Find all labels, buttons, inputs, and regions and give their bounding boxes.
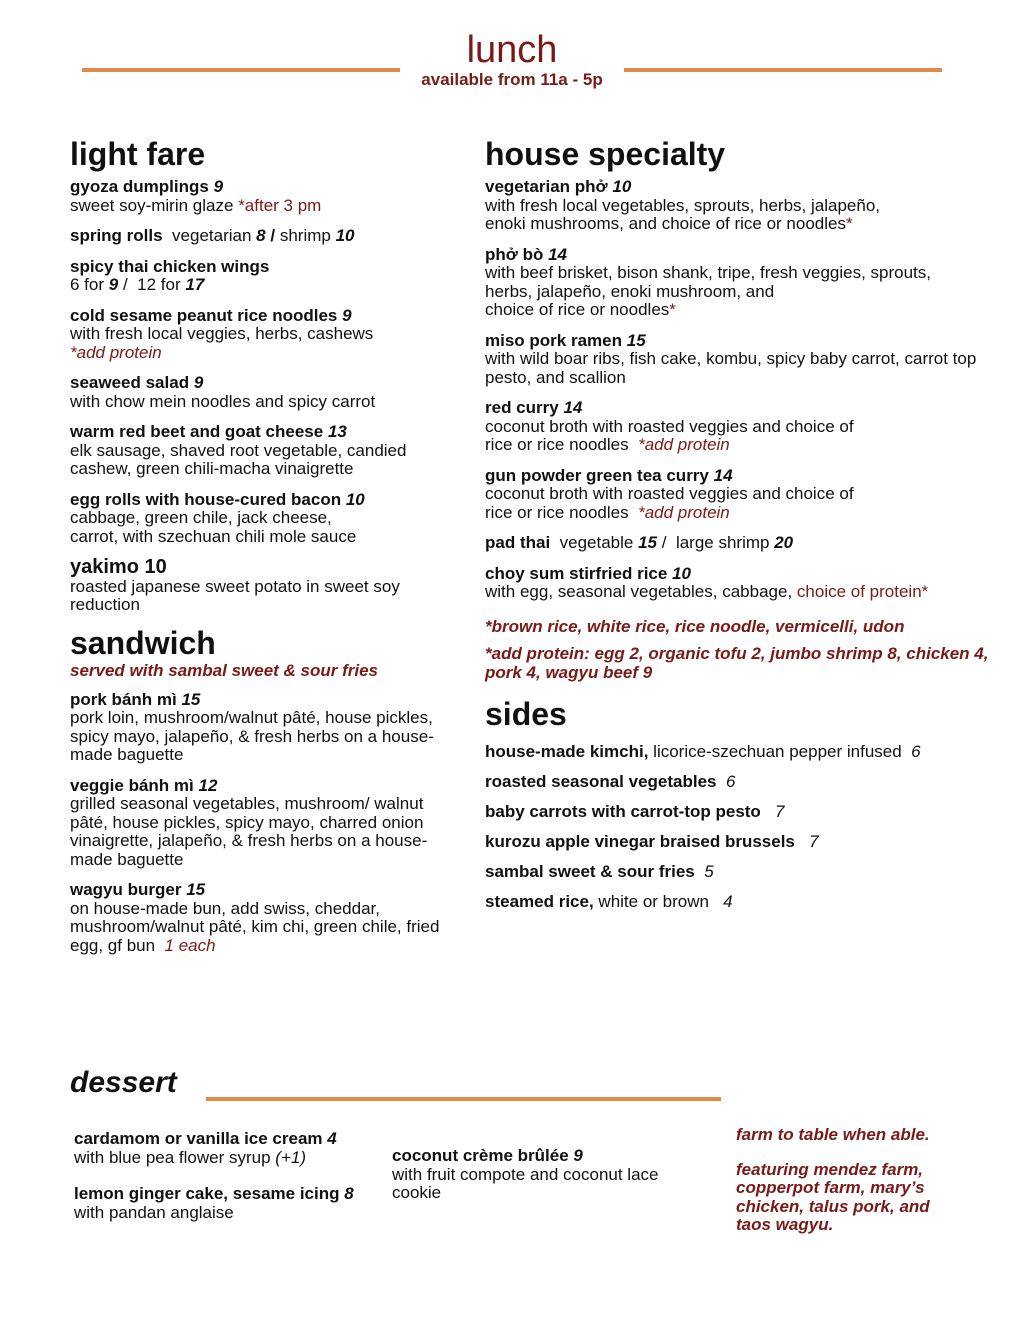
item-desc: sweet soy-mirin glaze bbox=[70, 195, 234, 215]
item-desc: herbs, jalapeño, enoki mushroom, and bbox=[485, 281, 775, 301]
item-extra: (+1) bbox=[275, 1147, 306, 1167]
item-desc: carrot, with szechuan chili mole sauce bbox=[70, 526, 357, 546]
menu-item bbox=[74, 1130, 384, 1167]
menu-item bbox=[70, 691, 460, 765]
item-separator: / bbox=[661, 533, 667, 552]
right-column bbox=[485, 136, 1000, 922]
item-name: gun powder green tea curry bbox=[485, 465, 709, 485]
item-name: house-made kimchi, bbox=[485, 742, 649, 761]
item-desc: roasted japanese sweet potato in sweet soy reduction bbox=[70, 576, 400, 614]
item-desc: licorice-szechuan pepper infused bbox=[653, 742, 902, 761]
item-desc: white or brown bbox=[598, 892, 709, 911]
menu-item bbox=[485, 246, 1000, 320]
menu-item bbox=[485, 178, 1000, 234]
item-desc: coconut broth with roasted veggies and choice of bbox=[485, 484, 854, 503]
item-name: spring rolls bbox=[70, 226, 163, 245]
item-separator: / bbox=[122, 275, 128, 294]
item-price: 10 bbox=[335, 226, 355, 245]
item-name: pork bánh mì bbox=[70, 689, 177, 709]
farm-note-line: farm to table when able. bbox=[736, 1125, 930, 1144]
item-desc: pork loin, mushroom/walnut pâté, house pickles, spicy mayo, jalapeño, & fresh herbs on a house-made baguette bbox=[70, 708, 434, 764]
item-price: 9 bbox=[573, 1146, 583, 1165]
item-price: 10 bbox=[612, 177, 632, 196]
section-note-sandwich: served with sambal sweet & sour fries bbox=[70, 660, 379, 680]
item-name: cold sesame peanut rice noodles bbox=[70, 305, 338, 325]
side-item bbox=[485, 772, 1000, 791]
item-name: sambal sweet & sour fries bbox=[485, 862, 695, 881]
item-name: roasted seasonal vegetables bbox=[485, 772, 717, 791]
item-price: 9 bbox=[342, 305, 352, 325]
item-price: 4 bbox=[723, 892, 733, 911]
item-name: gyoza dumplings bbox=[70, 177, 209, 196]
dessert-column-left bbox=[74, 1130, 384, 1234]
item-name: spicy thai chicken wings bbox=[70, 256, 270, 276]
item-price: 15 bbox=[638, 533, 658, 552]
item-name: cardamom or vanilla ice cream bbox=[74, 1129, 323, 1148]
item-name: choy sum stirfried rice bbox=[485, 563, 668, 583]
item-option: large shrimp bbox=[675, 533, 770, 552]
item-price: 15 bbox=[186, 880, 206, 899]
menu-item bbox=[70, 491, 460, 547]
item-price: 6 bbox=[725, 772, 736, 791]
item-name: lemon ginger cake, sesame icing bbox=[74, 1184, 340, 1203]
item-option: 12 for bbox=[137, 275, 181, 294]
item-note: * bbox=[845, 214, 853, 233]
item-name: miso pork ramen bbox=[485, 330, 622, 350]
item-note: choice of protein* bbox=[796, 582, 929, 601]
item-desc: with wild boar ribs, fish cake, kombu, spicy baby carrot, carrot top pesto, and scallion bbox=[485, 349, 977, 387]
item-name: red curry bbox=[485, 398, 559, 417]
item-price: 9 bbox=[213, 177, 224, 196]
item-name: steamed rice, bbox=[485, 892, 594, 911]
side-item bbox=[485, 742, 1000, 761]
menu-item bbox=[70, 227, 460, 246]
page-subtitle: available from 11a - 5p bbox=[421, 70, 603, 89]
item-note: *add protein bbox=[638, 435, 730, 454]
item-price: 8 bbox=[344, 1184, 354, 1203]
item-name: coconut crème brûlée bbox=[392, 1146, 569, 1165]
menu-item bbox=[70, 423, 460, 479]
item-option: vegetarian bbox=[172, 226, 252, 245]
item-price: 15 bbox=[181, 689, 201, 709]
item-note: 1 each bbox=[164, 935, 216, 955]
side-item bbox=[485, 802, 1000, 821]
page-title: lunch bbox=[466, 29, 558, 71]
item-price: 14 bbox=[563, 398, 583, 417]
item-desc: with fresh local veggies, herbs, cashews bbox=[70, 324, 374, 343]
item-price: 14 bbox=[548, 244, 568, 264]
item-price: 12 bbox=[198, 775, 218, 795]
item-price: 5 bbox=[704, 862, 714, 881]
item-price: 20 bbox=[774, 533, 794, 552]
item-desc: with pandan anglaise bbox=[74, 1202, 234, 1222]
item-price: 9 bbox=[108, 275, 119, 294]
menu-item bbox=[485, 332, 1000, 388]
farm-partners: featuring mendez farm, copperpot farm, mary’s chicken, talus pork, and taos wagyu. bbox=[736, 1159, 930, 1234]
menu-item bbox=[70, 558, 460, 615]
item-desc: with fruit compote and coconut lace cookie bbox=[392, 1164, 659, 1202]
item-desc: cabbage, green chile, jack cheese, bbox=[70, 508, 332, 527]
menu-item bbox=[485, 565, 1000, 602]
dessert-column-middle bbox=[392, 1147, 712, 1215]
section-title-house-specialty: house specialty bbox=[485, 136, 726, 172]
rice-choice-note: *brown rice, white rice, rice noodle, vermicelli, udon bbox=[485, 616, 905, 636]
menu-item bbox=[70, 777, 460, 870]
item-name: yakimo 10 bbox=[70, 556, 167, 578]
menu-item bbox=[70, 307, 460, 363]
side-item bbox=[485, 862, 1000, 881]
item-price: 8 bbox=[256, 226, 266, 245]
item-name: egg rolls with house-cured bacon bbox=[70, 489, 342, 509]
item-note: *after 3 pm bbox=[238, 195, 322, 215]
farm-note bbox=[736, 1126, 966, 1251]
item-price: 7 bbox=[775, 802, 785, 821]
dessert-rule bbox=[206, 1097, 721, 1101]
side-item bbox=[485, 832, 1000, 851]
menu-item bbox=[74, 1185, 384, 1222]
item-separator: / bbox=[270, 226, 276, 245]
item-option: shrimp bbox=[279, 226, 331, 245]
item-note: * bbox=[669, 300, 676, 319]
item-name: phở bò bbox=[485, 244, 544, 264]
item-option: vegetable bbox=[559, 533, 634, 552]
choice-notes bbox=[485, 618, 1000, 683]
item-price: 14 bbox=[713, 465, 733, 485]
section-title-sandwich: sandwich bbox=[70, 624, 216, 661]
item-desc: grilled seasonal vegetables, mushroom/ walnut pâté, house pickles, spicy mayo, charred onion vinaigrette, jalapeño, & fresh herbs on a house-made baguette bbox=[70, 794, 428, 869]
item-price: 13 bbox=[327, 422, 347, 441]
item-desc: rice or rice noodles bbox=[485, 435, 629, 454]
section-title-light-fare: light fare bbox=[70, 136, 206, 172]
header-rule-right bbox=[624, 68, 942, 72]
item-desc: with blue pea flower syrup bbox=[74, 1147, 271, 1167]
menu-item bbox=[70, 881, 460, 955]
item-desc: on house-made bun, add swiss, cheddar, mushroom/walnut pâté, kim chi, green chile, fried egg, gf bun bbox=[70, 898, 440, 955]
item-price: 9 bbox=[193, 373, 204, 392]
menu-header bbox=[0, 28, 1024, 90]
item-option: 6 for bbox=[70, 275, 105, 294]
item-desc: with beef brisket, bison shank, tripe, fresh veggies, sprouts, bbox=[485, 263, 932, 282]
left-column bbox=[70, 136, 460, 967]
item-price: 17 bbox=[185, 275, 205, 294]
item-desc: with chow mein noodles and spicy carrot bbox=[70, 391, 376, 411]
item-name: veggie bánh mì bbox=[70, 775, 194, 795]
item-note: *add protein bbox=[638, 502, 730, 522]
item-name: baby carrots with carrot-top pesto bbox=[485, 802, 761, 821]
item-desc: with fresh local vegetables, sprouts, herbs, jalapeño, bbox=[485, 195, 881, 215]
menu-item bbox=[485, 399, 1000, 455]
menu-item bbox=[392, 1147, 712, 1203]
item-desc: rice or rice noodles bbox=[485, 502, 629, 522]
item-desc: with egg, seasonal vegetables, cabbage, bbox=[485, 582, 793, 601]
item-name: wagyu burger bbox=[70, 880, 182, 899]
item-price: 7 bbox=[809, 832, 819, 851]
section-title-dessert: dessert bbox=[70, 1066, 177, 1099]
item-name: pad thai bbox=[485, 533, 551, 552]
item-price: 4 bbox=[327, 1129, 337, 1148]
item-name: kurozu apple vinegar braised brussels bbox=[485, 832, 795, 851]
side-item bbox=[485, 892, 1000, 911]
item-price: 6 bbox=[911, 742, 921, 761]
menu-item bbox=[70, 258, 460, 295]
item-price: 15 bbox=[626, 330, 646, 350]
item-name: seaweed salad bbox=[70, 373, 190, 392]
item-desc: coconut broth with roasted veggies and choice of bbox=[485, 416, 854, 436]
menu-item bbox=[485, 467, 1000, 523]
menu-item bbox=[70, 178, 460, 215]
item-price: 10 bbox=[672, 563, 691, 583]
item-desc: elk sausage, shaved root vegetable, candied cashew, green chili-macha vinaigrette bbox=[70, 440, 407, 478]
menu-item bbox=[70, 374, 460, 411]
item-note: *add protein bbox=[70, 342, 162, 362]
item-name: warm red beet and goat cheese bbox=[70, 422, 324, 441]
menu-item bbox=[485, 534, 1000, 553]
add-protein-note: *add protein: egg 2, organic tofu 2, jumbo shrimp 8, chicken 4, pork 4, wagyu beef 9 bbox=[485, 644, 989, 682]
item-desc: choice of rice or noodles bbox=[485, 300, 670, 319]
item-desc: enoki mushrooms, and choice of rice or noodles bbox=[485, 214, 846, 233]
header-rule-left bbox=[82, 68, 400, 72]
section-title-sides: sides bbox=[485, 696, 567, 732]
item-price: 10 bbox=[345, 489, 365, 509]
item-name: vegetarian phở bbox=[485, 177, 608, 196]
